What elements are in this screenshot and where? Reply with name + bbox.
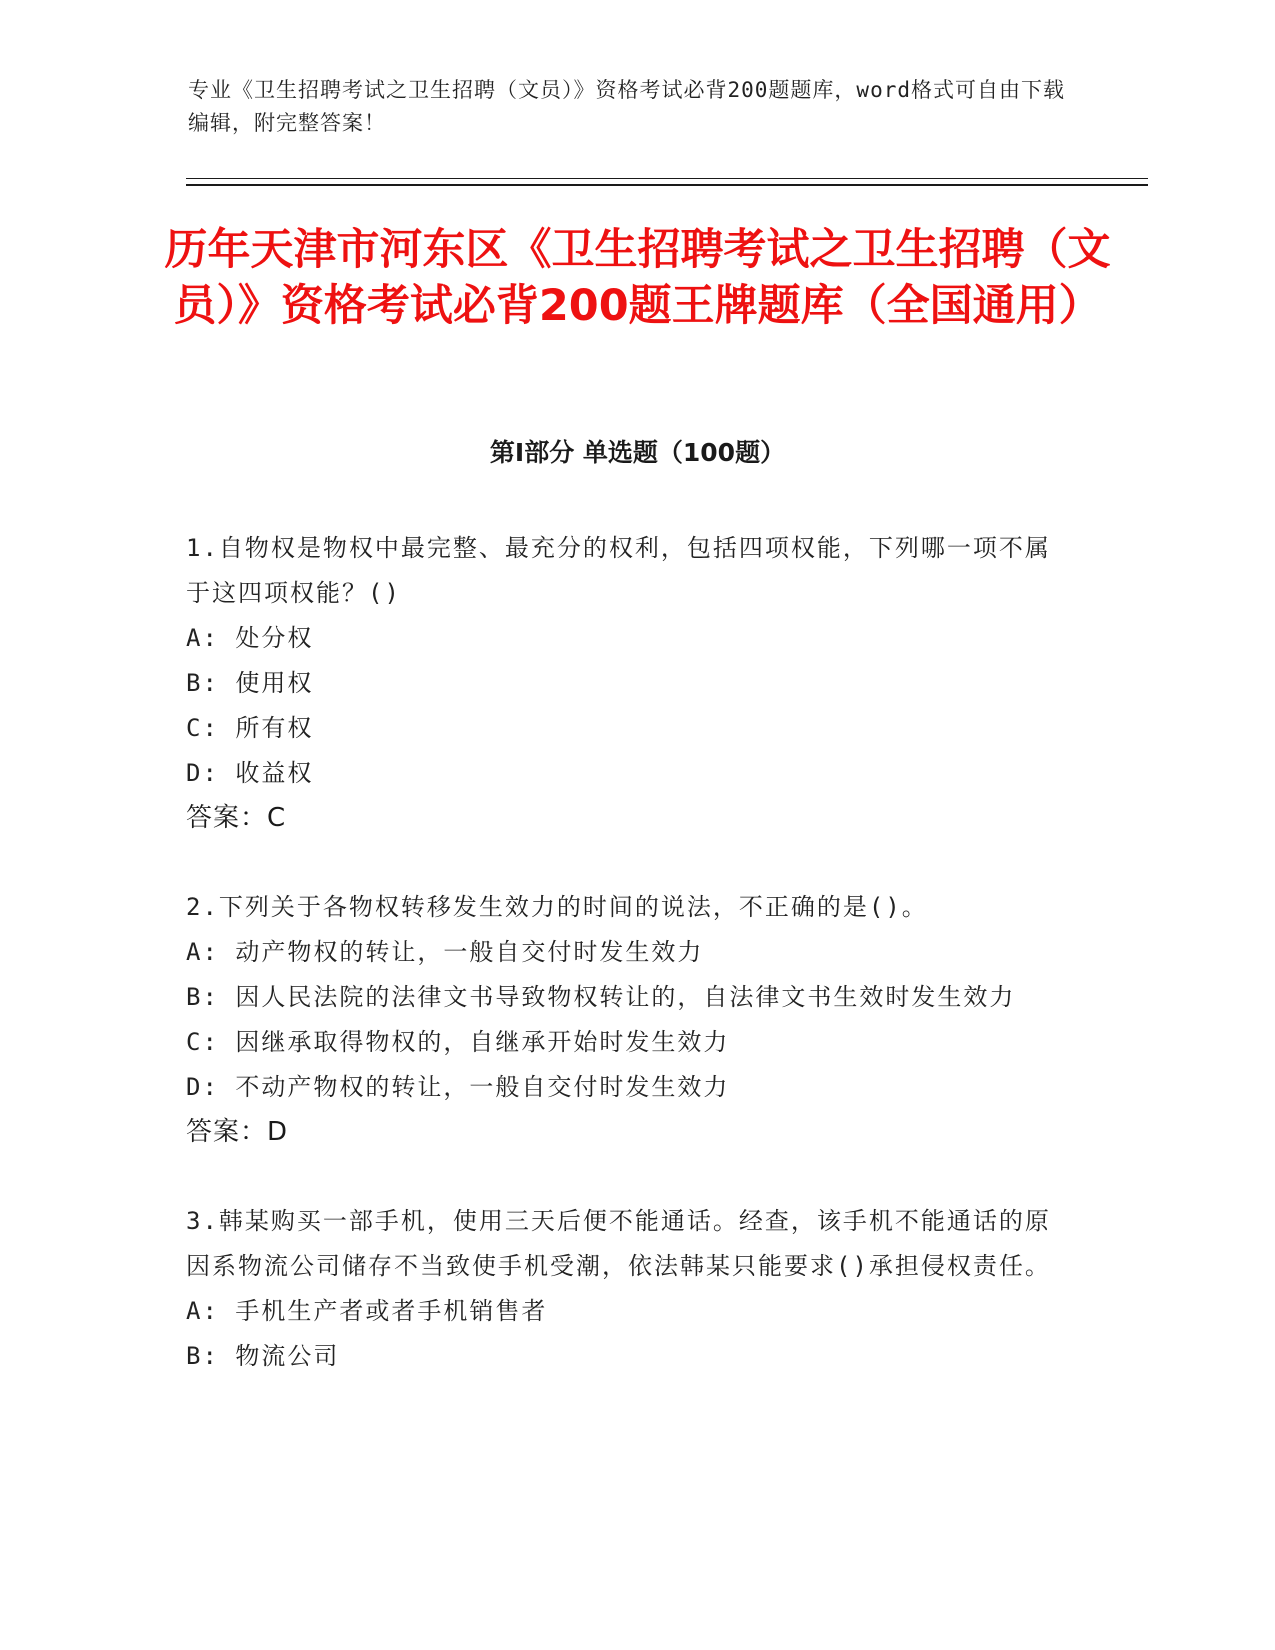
answer-line: 答案：D xyxy=(186,1117,289,1147)
option-c: C: 所有权 xyxy=(186,714,314,742)
question-3 xyxy=(186,1199,1066,1379)
header-divider-thin xyxy=(186,178,1148,179)
question-list xyxy=(186,526,1066,1423)
option-d: D: 不动产物权的转让，一般自交付时发生效力 xyxy=(186,1073,730,1101)
option-a: A: 手机生产者或者手机销售者 xyxy=(186,1297,548,1325)
header-note: 专业《卫生招聘考试之卫生招聘（文员）》资格考试必背200题题库，word格式可自由下载编辑，附完整答案！ xyxy=(188,78,1065,135)
answer-line: 答案：C xyxy=(186,803,287,833)
option-a: A: 处分权 xyxy=(186,624,314,652)
option-b: B: 因人民法院的法律文书导致物权转让的，自法律文书生效时发生效力 xyxy=(186,983,1016,1011)
option-b: B: 物流公司 xyxy=(186,1342,340,1370)
option-a: A: 动产物权的转让，一般自交付时发生效力 xyxy=(186,938,704,966)
question-stem: 2.下列关于各物权转移发生效力的时间的说法，不正确的是()。 xyxy=(186,893,928,921)
question-stem: 3.韩某购买一部手机，使用三天后便不能通话。经查，该手机不能通话的原因系物流公司储存不当致使手机受潮，依法韩某只能要求()承担侵权责任。 xyxy=(186,1207,1051,1280)
document-title: 历年天津市河东区《卫生招聘考试之卫生招聘（文员）》资格考试必背200题王牌题库（全国通用） xyxy=(164,225,1111,331)
question-2 xyxy=(186,885,1066,1155)
option-c: C: 因继承取得物权的，自继承开始时发生效力 xyxy=(186,1028,730,1056)
question-1 xyxy=(186,526,1066,841)
question-stem: 1.自物权是物权中最完整、最充分的权利，包括四项权能，下列哪一项不属于这四项权能？() xyxy=(186,534,1051,607)
section-heading: 第Ⅰ部分 单选题（100题） xyxy=(489,438,786,467)
option-b: B: 使用权 xyxy=(186,669,314,697)
option-d: D: 收益权 xyxy=(186,759,314,787)
header-divider-thick xyxy=(186,184,1148,186)
